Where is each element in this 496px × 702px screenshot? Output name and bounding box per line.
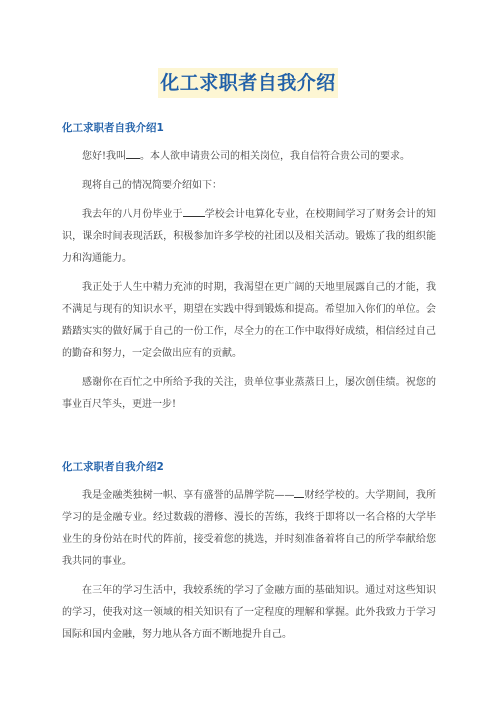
paragraph: [62, 204, 436, 270]
page-title: 化工求职者自我介绍: [158, 68, 338, 98]
paragraph-text: 我正处于人生中精力充沛的时期，我渴望在更广阔的天地里展露自己的才能，我不满足与现有的知识水平，期望在实践中得到锻炼和提高。希望加入你们的单位。会踏踏实实的做好属于自己的一份工作，尽全力的在工作中取得好成绩，相信经过自己的勤奋和努力，一定会做出应有的贡献。: [62, 282, 436, 359]
paragraph: [62, 580, 436, 646]
paragraph-text: 现将自己的情况简要介绍如下：: [82, 180, 222, 191]
paragraph-text: 。本人欲申请贵公司的相关岗位，我自信符合贵公司的要求。: [140, 151, 411, 162]
paragraph: [62, 372, 436, 416]
paragraph-text: 我是金融类独树一帜、享有盛誉的品牌学院——: [82, 490, 295, 501]
fill-in-blank: [294, 486, 304, 498]
section-heading: 化工求职者自我介绍1: [62, 122, 164, 134]
paragraph-text: 财经学校的。大学期间，我所学习的是金融专业。经过数载的潜修、漫长的苦练，我终于即将以一名合格的大学毕业生的身份站在时代的阵前，接受着您的挑选，并时刻准备着将自己的所学奉献给您我共同的事业。: [62, 490, 436, 567]
paragraph-text: 学校会计电算化专业，在校期间学习了财务会计的知识，课余时间表现活跃，积极参加许多学校的社团以及相关活动。锻炼了我的组织能力和沟通能力。: [62, 209, 437, 264]
paragraph: [62, 146, 436, 168]
paragraph: [62, 485, 436, 573]
section-1: [62, 120, 436, 423]
paragraph-text: 我去年的八月份毕业于: [82, 209, 183, 220]
paragraph-text: 在三年的学习生活中，我较系统的学习了金融方面的基础知识。通过对这些知识的学习，使我对这一领域的相关知识有了一定程度的理解和掌握。此外我致力于学习国际和国内金融，努力地从各方面不断地提升自己。: [62, 585, 436, 640]
fill-in-blank: [126, 147, 140, 159]
paragraph-text: 感谢你在百忙之中所给予我的关注，贵单位事业蒸蒸日上，屡次创佳绩。祝您的事业百尺竿头，更进一步!: [62, 377, 436, 410]
paragraph-text: 您好!我叫: [82, 151, 127, 162]
paragraph: [62, 277, 436, 365]
section-2: [62, 459, 436, 653]
fill-in-blank: [183, 205, 205, 217]
paragraph: [62, 175, 436, 197]
title-wrap: [0, 68, 496, 98]
section-heading: 化工求职者自我介绍2: [62, 461, 164, 473]
